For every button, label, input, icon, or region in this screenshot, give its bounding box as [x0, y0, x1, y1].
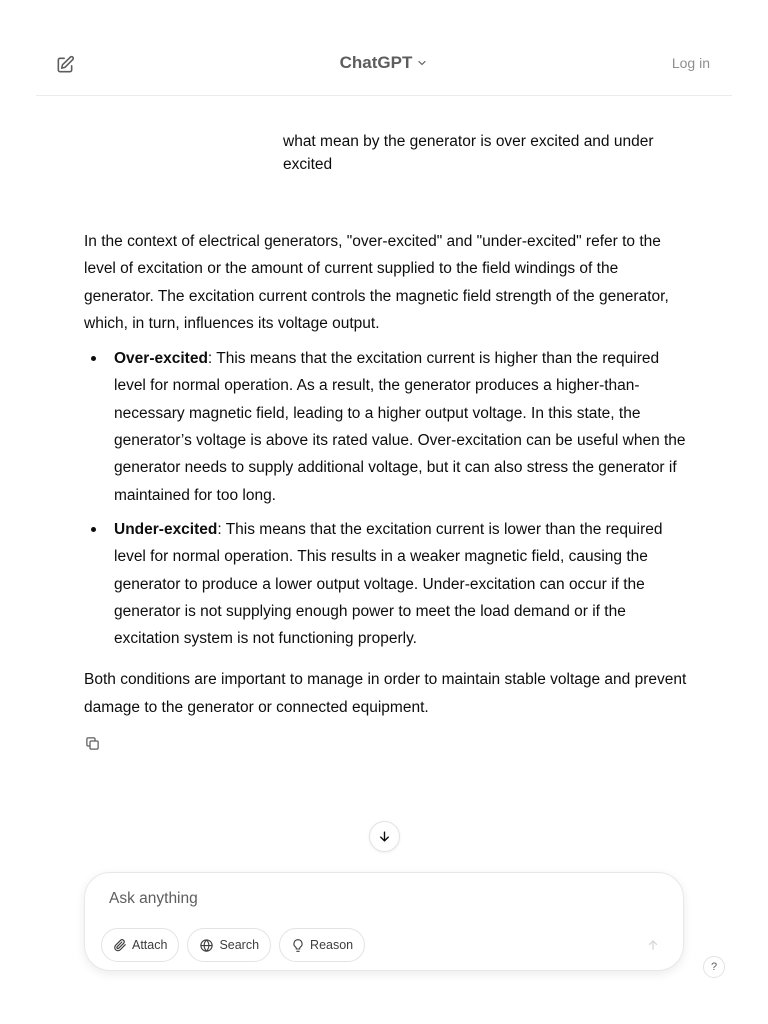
scroll-to-bottom-button[interactable]: [369, 821, 400, 852]
lightbulb-icon: [291, 938, 305, 953]
answer-intro: In the context of electrical generators, "over-excited" and "under-excited" refer to the level of excitation or the amount of current supplied to the field windings of the generator. The excitation current controls the magnetic field strength of the generator, which, in turn, influences its voltage output.: [84, 233, 669, 332]
user-message: what mean by the generator is over excited and under excited: [283, 133, 654, 173]
globe-icon: [199, 938, 214, 953]
arrow-up-icon: [646, 938, 660, 952]
assistant-message: [84, 228, 688, 721]
attach-button[interactable]: [101, 928, 179, 962]
chevron-down-icon: [416, 57, 428, 69]
model-switcher[interactable]: [340, 53, 429, 73]
list-item-text: : This means that the excitation current is higher than the required level for normal operation. As a result, the generator produces a higher-than-necessary magnetic field, leading to a higher output voltage. In this state, the generator’s voltage is above its rated value. Over-excitation can be useful when the generator needs to supply additional voltage, but it can also stress the generator if maintained for too long.: [114, 350, 686, 504]
prompt-input[interactable]: [109, 887, 629, 911]
answer-closing: Both conditions are important to manage in order to maintain stable voltage and prevent damage to the generator or connected equipment.: [84, 671, 687, 716]
copy-icon: [85, 736, 100, 751]
list-item: [84, 345, 688, 509]
copy-button[interactable]: [82, 733, 102, 753]
search-button[interactable]: [187, 928, 271, 962]
attach-label: Attach: [132, 938, 168, 952]
help-button[interactable]: ?: [703, 956, 725, 978]
list-item: [84, 516, 688, 652]
model-switcher-wrap: [36, 53, 732, 73]
send-button[interactable]: [643, 935, 663, 955]
model-name: ChatGPT: [339, 53, 413, 72]
login-button[interactable]: Log in: [671, 55, 710, 71]
paperclip-icon: [113, 938, 127, 952]
arrow-down-icon: [377, 829, 392, 844]
list-item-term: Over-excited: [114, 350, 208, 368]
composer: [84, 872, 684, 971]
top-bar: [36, 32, 732, 96]
composer-tools: [101, 928, 365, 962]
list-item-text: : This means that the excitation current is lower than the required level for normal operation. This results in a weaker magnetic field, causing the generator to produce a lower output voltage. Under-excitation can occur if the generator is not supplying enough power to meet the load demand or if the excitation system is not functioning properly.: [114, 520, 663, 648]
answer-list: [84, 345, 688, 652]
list-item-term: Under-excited: [114, 520, 218, 538]
reason-label: Reason: [310, 938, 354, 952]
search-label: Search: [219, 938, 260, 952]
reason-button[interactable]: [279, 928, 365, 962]
